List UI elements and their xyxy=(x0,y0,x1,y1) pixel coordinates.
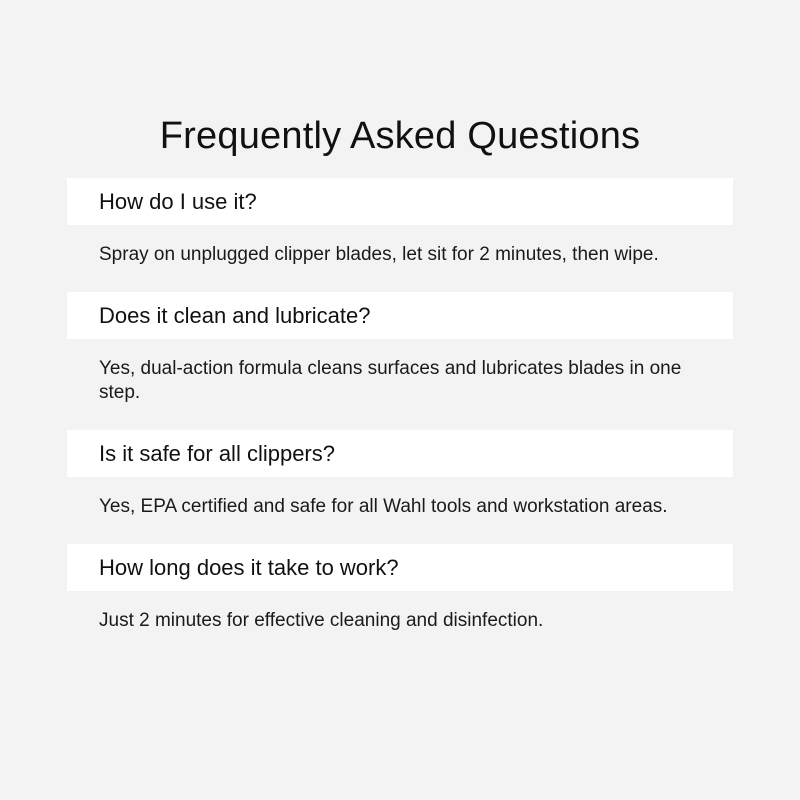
faq-question: Is it safe for all clippers? xyxy=(99,440,335,466)
faq-item xyxy=(67,292,733,405)
faq-question: How long does it take to work? xyxy=(99,554,399,580)
faq-question-bar[interactable] xyxy=(67,544,733,591)
faq-item xyxy=(67,430,733,519)
faq-question-bar[interactable] xyxy=(67,430,733,477)
faq-list xyxy=(67,178,733,658)
faq-item xyxy=(67,544,733,633)
faq-answer: Just 2 minutes for effective cleaning and disinfection. xyxy=(99,610,544,631)
faq-answer: Yes, dual-action formula cleans surfaces and lubricates blades in one step. xyxy=(99,358,682,403)
page-title: Frequently Asked Questions xyxy=(159,115,641,158)
faq-question: Does it clean and lubricate? xyxy=(99,302,371,328)
faq-answer: Yes, EPA certified and safe for all Wahl tools and workstation areas. xyxy=(99,496,668,517)
faq-question-bar[interactable] xyxy=(67,178,733,225)
faq-item xyxy=(67,178,733,267)
faq-question: How do I use it? xyxy=(99,188,257,214)
faq-question-bar[interactable] xyxy=(67,292,733,339)
faq-answer: Spray on unplugged clipper blades, let sit for 2 minutes, then wipe. xyxy=(99,244,659,265)
